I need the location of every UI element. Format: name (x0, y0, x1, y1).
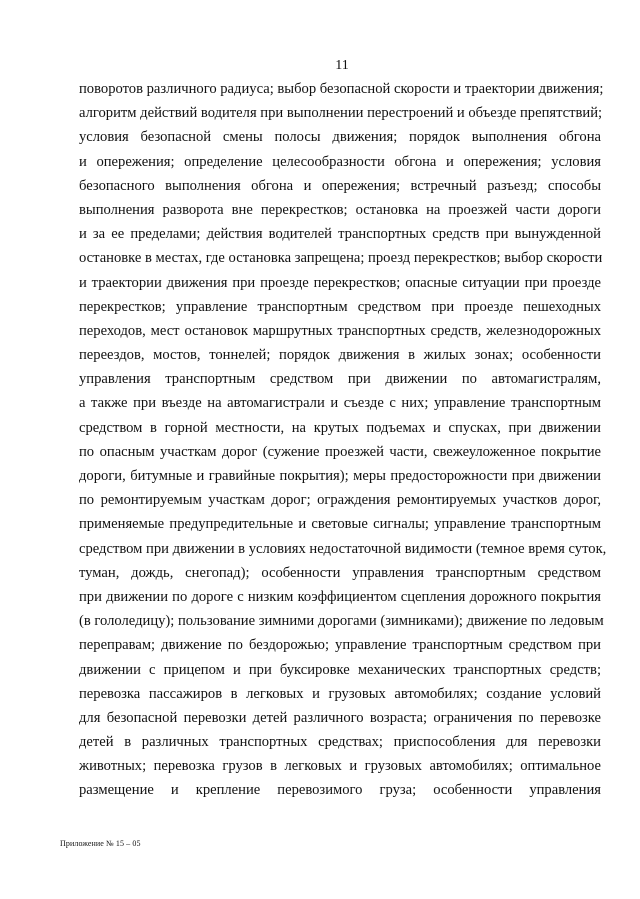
text-line: переправам; движение по бездорожью; управление транспортным средством при (79, 637, 601, 654)
text-line: выполнения разворота вне перекрестков; остановка на проезжей части дороги (79, 201, 601, 218)
text-line: перекрестков; управление транспортным средством при проезде пешеходных (79, 298, 601, 315)
text-line: средством в горной местности, на крутых подъемах и спусках, при движении (79, 419, 601, 436)
text-line: и траектории движения при проезде перекрестков; опасные ситуации при проезде (79, 274, 601, 291)
body-text (79, 77, 607, 803)
text-line: управления транспортным средством при движении по автомагистралям, (79, 371, 601, 388)
text-line: размещение и крепление перевозимого груза; особенности управления (79, 782, 601, 799)
text-line: переходов, мест остановок маршрутных транспортных средств, железнодорожных (79, 322, 601, 339)
text-line: переездов, мостов, тоннелей; порядок движения в жилых зонах; особенности (79, 347, 601, 364)
text-line: и опережения; определение целесообразности обгона и опережения; условия (79, 153, 601, 170)
page-number: 11 (335, 58, 349, 73)
text-line: туман, дождь, снегопад); особенности управления транспортным средством (79, 564, 601, 581)
text-line: и за ее пределами; действия водителей транспортных средств при вынужденной (79, 226, 601, 243)
text-line: для безопасной перевозки детей различного возраста; ограничения по перевозке (79, 709, 601, 726)
footer-annex-label: Приложение № 15 – 05 (60, 839, 141, 848)
text-line: животных; перевозка грузов в легковых и грузовых автомобилях; оптимальное (79, 758, 601, 775)
text-line: по ремонтируемым участкам дорог; ограждения ремонтируемых участков дорог, (79, 492, 601, 509)
text-line: при движении по дороге с низким коэффициентом сцепления дорожного покрытия (79, 588, 601, 605)
text-line: условия безопасной смены полосы движения; порядок выполнения обгона (79, 129, 601, 146)
text-line: средством при движении в условиях недостаточной видимости (темное время суток, (79, 540, 607, 557)
text-line: безопасного выполнения обгона и опережения; встречный разъезд; способы (79, 177, 601, 194)
text-line: по опасным участкам дорог (сужение проезжей части, свежеуложенное покрытие (79, 443, 601, 460)
text-line: движении с прицепом и при буксировке механических транспортных средств; (79, 661, 601, 678)
text-line: детей в различных транспортных средствах; приспособления для перевозки (79, 734, 601, 751)
text-line: применяемые предупредительные и световые сигналы; управление транспортным (79, 516, 601, 533)
text-line: а также при въезде на автомагистрали и съезде с них; управление транспортным (79, 395, 601, 412)
text-line: остановке в местах, где остановка запрещена; проезд перекрестков; выбор скорости (79, 250, 603, 267)
text-line: (в гололедицу); пользование зимними дорогами (зимниками); движение по ледовым (79, 613, 604, 630)
text-line: дороги, битумные и гравийные покрытия); меры предосторожности при движении (79, 468, 601, 484)
text-line: алгоритм действий водителя при выполнении перестроений и объезде препятствий; (79, 105, 603, 122)
text-line: перевозка пассажиров в легковых и грузовых автомобилях; создание условий (79, 685, 601, 702)
text-line: поворотов различного радиуса; выбор безопасной скорости и траектории движения; (79, 81, 604, 97)
